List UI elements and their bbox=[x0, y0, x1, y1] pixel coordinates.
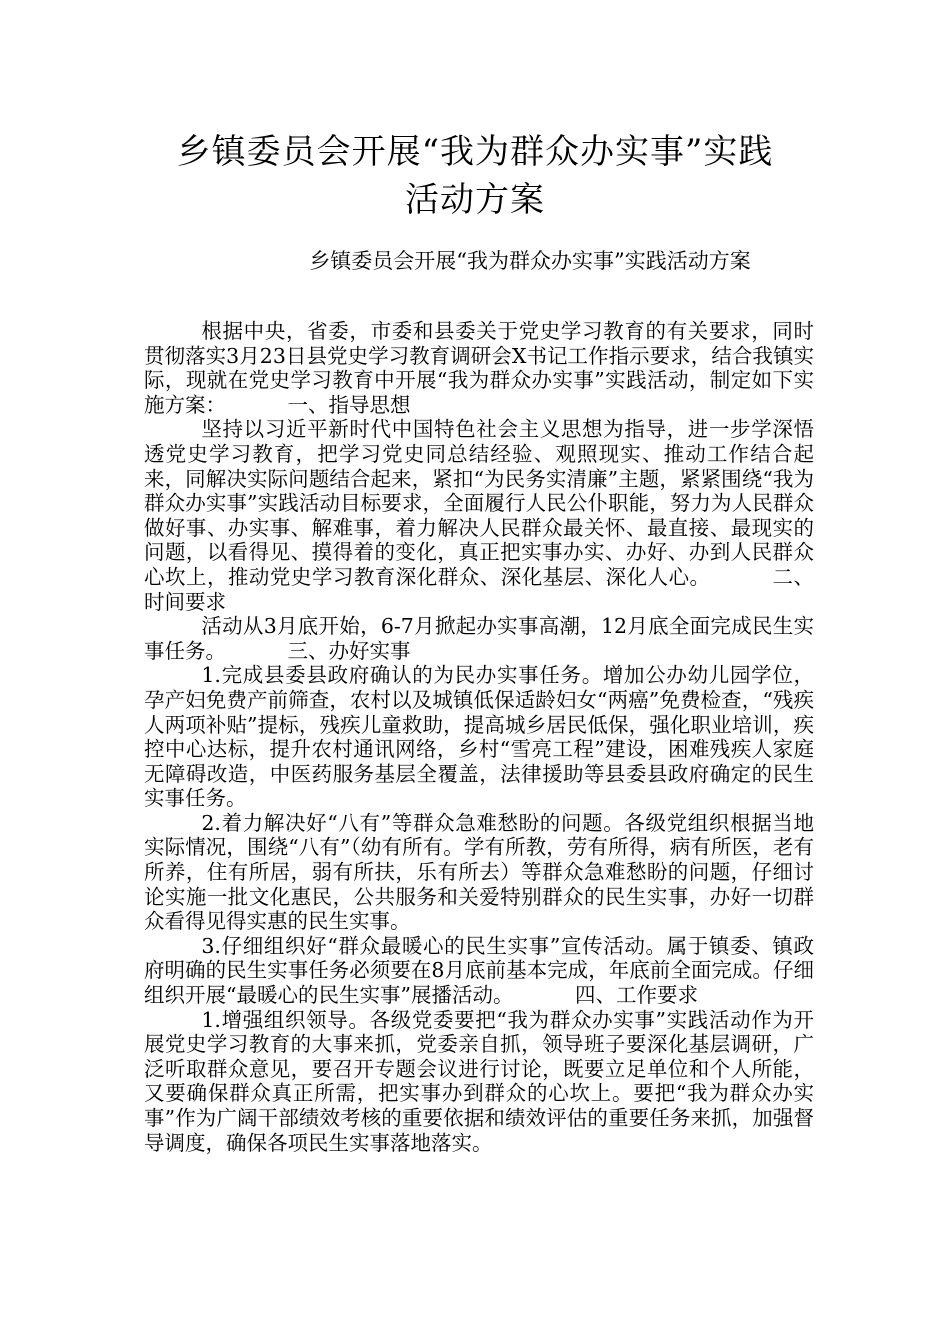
document-title bbox=[140, 128, 810, 224]
section-heading-2: 二、时间要求 bbox=[144, 564, 815, 614]
section-heading-1: 一、指导思想 bbox=[287, 392, 411, 417]
paragraph-intro-text: 根据中央，省委，市委和县委关于党史学习教育的有关要求，同时贯彻落实3月23日县党史学习教育调研会X书记工作指示要求，结合我镇实际，现就在党史学习教育中开展“我为群众办实事”实践活动，制定如下实施方案： bbox=[144, 319, 814, 417]
title-line-2: 活动方案 bbox=[405, 180, 545, 220]
paragraph-time-requirement bbox=[144, 614, 814, 663]
paragraph-task-3 bbox=[144, 934, 814, 1008]
document-subtitle: 乡镇委员会开展“我为群众办实事”实践活动方案 bbox=[309, 249, 751, 273]
title-line-1: 乡镇委员会开展“我为群众办实事”实践 bbox=[176, 132, 774, 172]
paragraph-time-requirement-text: 活动从3月底开始，6-7月掀起办实事高潮，12月底全面完成民生实事任务。 bbox=[144, 614, 814, 663]
document-body bbox=[144, 319, 814, 1155]
paragraph-task-2: 2.着力解决好“八有”等群众急难愁盼的问题。各级党组织根据当地实际情况，围绕“八有”（幼有所有。学有所教，劳有所得，病有所医，老有所养，住有所居，弱有所扶，乐有所去）等群众急难愁盼的问题，仔细讨论实施一批文化惠民，公共服务和关爱特别群众的民生实事，办好一切群众看得见得实惠的民生实事。 bbox=[144, 810, 814, 934]
paragraph-task-1: 1.完成县委县政府确认的为民办实事任务。增加公办幼儿园学位，孕产妇免费产前筛查，农村以及城镇低保适龄妇女“两癌”免费检查，“残疾人两项补贴”提标，残疾儿童救助，提高城乡居民低保，强化职业培训，疾控中心达标，提升农村通讯网络，乡村“雪亮工程”建设，困难残疾人家庭无障碍改造，中医药服务基层全覆盖，法律援助等县委县政府确定的民生实事任务。 bbox=[144, 663, 814, 811]
section-heading-3: 三、办好实事 bbox=[287, 638, 411, 663]
paragraph-task-3-text: 3.仔细组织好“群众最暖心的民生实事”宣传活动。属于镇委、镇政府明确的民生实事任务必须要在8月底前基本完成，年底前全面完成。仔细组织开展“最暖心的民生实事”展播活动。 bbox=[144, 933, 814, 1008]
paragraph-guiding-thought-text: 坚持以习近平新时代中国特色社会主义思想为指导，进一步学深悟透党史学习教育，把学习党史同总结经验、观照现实、推动工作结合起来，同解决实际问题结合起来，紧扣“为民务实清廉”主题，紧紧围绕“我为群众办实事”实践活动目标要求，全面履行人民公仆职能，努力为人民群众做好事、办实事、解难事，着力解决人民群众最关怀、最直接、最现实的问题，以看得见、摸得着的变化，真正把实事办实、办好、办到人民群众心坎上，推动党史学习教育深化群众、深化基层、深化人心。 bbox=[144, 417, 814, 589]
paragraph-guiding-thought bbox=[144, 417, 814, 614]
section-heading-4: 四、工作要求 bbox=[574, 983, 698, 1008]
paragraph-intro bbox=[144, 319, 814, 417]
paragraph-work-requirement-1: 1.增强组织领导。各级党委要把“我为群众办实事”实践活动作为开展党史学习教育的大事来抓，党委亲自抓，领导班子要深化基层调研，广泛听取群众意见，要召开专题会议进行讨论，既要立足单位和个人所能，又要确保群众真正所需，把实事办到群众的心坎上。要把“我为群众办实事”作为广阔干部绩效考核的重要依据和绩效评估的重要任务来抓，加强督导调度，确保各项民生实事落地落实。 bbox=[144, 1007, 814, 1155]
